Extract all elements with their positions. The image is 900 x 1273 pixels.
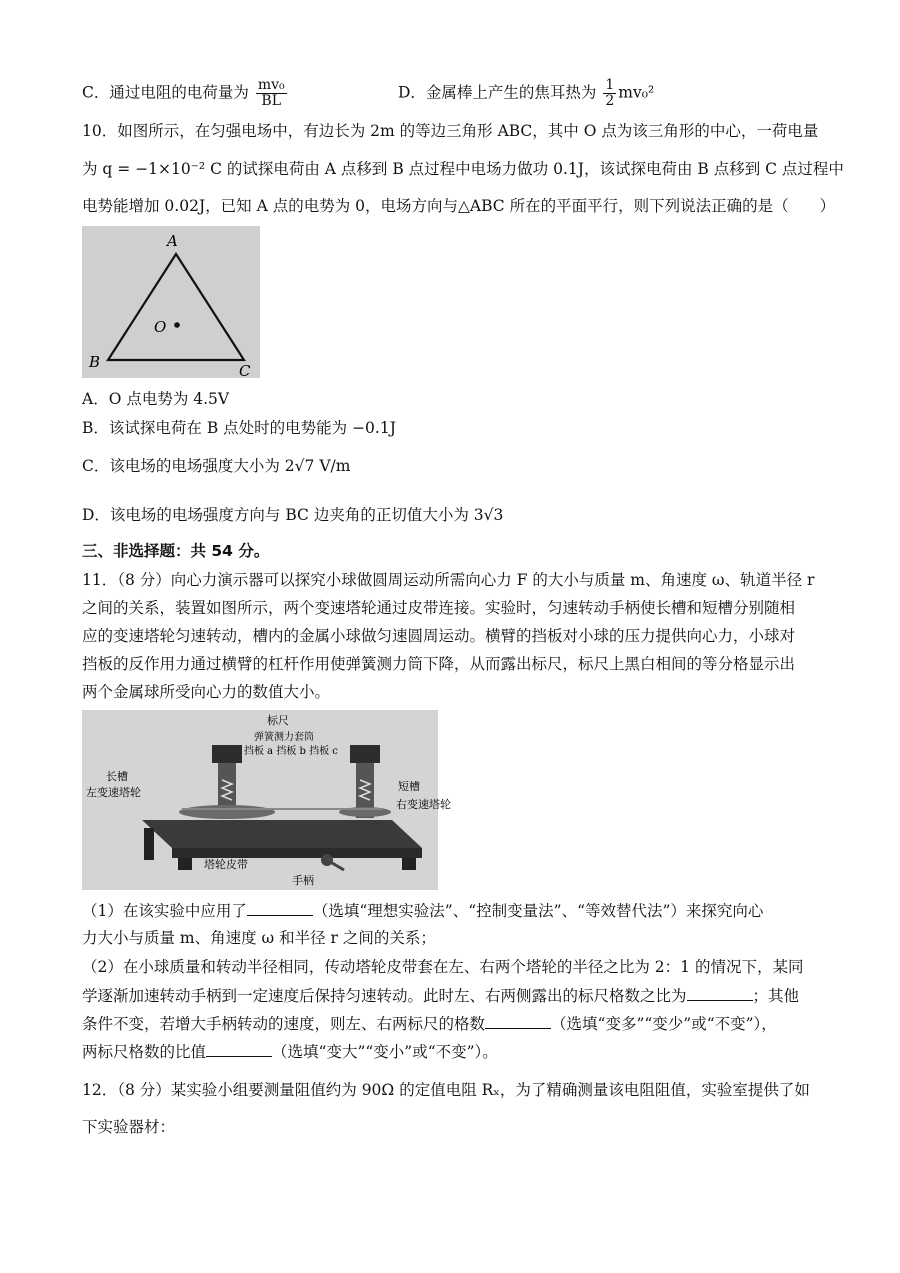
q9-option-d-fraction bbox=[603, 78, 616, 109]
label-left-wheel: 左变速塔轮 bbox=[86, 786, 141, 799]
triangle-abc-figure bbox=[82, 226, 260, 378]
fraction-denominator: BL bbox=[261, 93, 281, 109]
answer-blank[interactable] bbox=[485, 1014, 551, 1029]
q12-stem-line2: 下实验器材： bbox=[82, 1118, 176, 1136]
q10-stem-line1: 10．如图所示，在匀强电场中，有边长为 2m 的等边三角形 ABC，其中 O 点为该三角形的中心，一荷电量 bbox=[82, 122, 819, 140]
label-o: O bbox=[154, 318, 167, 336]
q12-stem-line1: 12．（8 分）某实验小组要测量阻值约为 90Ω 的定值电阻 Rₓ，为了精确测量该电阻阻值，实验室提供了如 bbox=[82, 1081, 810, 1099]
answer-blank[interactable] bbox=[687, 986, 753, 1001]
q11-stem-line3: 应的变速塔轮匀速转动，槽内的金属小球做匀速圆周运动。横臂的挡板对小球的压力提供向心力，小球对 bbox=[82, 627, 796, 645]
label-right-wheel: 右变速塔轮 bbox=[396, 798, 451, 811]
label-sleeve: 弹簧测力套筒 bbox=[254, 732, 314, 743]
q9-option-c-fraction bbox=[256, 78, 287, 109]
q11-stem-line2: 之间的关系，装置如图所示，两个变速塔轮通过皮带连接。实验时，匀速转动手柄使长槽和短槽分别随相 bbox=[82, 599, 796, 617]
fraction-numerator: 1 bbox=[605, 77, 615, 93]
q11-part2-line1: （2）在小球质量和转动半径相同，传动塔轮皮带套在左、右两个塔轮的半径之比为 2：1 的情况下，某同 bbox=[82, 958, 804, 976]
q11-stem-line4: 挡板的反作用力通过横臂的杠杆作用使弹簧测力筒下降，从而露出标尺，标尺上黑白相间的等分格显示出 bbox=[82, 655, 796, 673]
label-baffles: 挡板 a 挡板 b 挡板 c bbox=[244, 746, 338, 757]
centripetal-force-apparatus-figure bbox=[82, 710, 451, 890]
q10-stem-line3: 电势能增加 0.02J，已知 A 点的电势为 0，电场方向与△ABC 所在的平面平行，则下列说法正确的是（ ） bbox=[82, 197, 836, 215]
q10-option-a: A．O 点电势为 4.5V bbox=[82, 390, 230, 408]
fraction-denominator: 2 bbox=[605, 93, 615, 109]
q10-option-d: D．该电场的电场强度方向与 BC 边夹角的正切值大小为 3√3 bbox=[82, 506, 504, 524]
label-c: C bbox=[239, 362, 251, 380]
q9-option-d: D．金属棒上产生的焦耳热为 $\frac{1}{2}$ mv₀² bbox=[398, 77, 655, 109]
fraction-numerator: mv₀ bbox=[257, 77, 285, 93]
q10-option-b: B．该试探电荷在 B 点处时的电势能为 −0.1J bbox=[82, 419, 396, 437]
label-handle: 手柄 bbox=[292, 874, 314, 887]
label-belt: 塔轮皮带 bbox=[204, 858, 248, 871]
q9-option-c: C．通过电阻的电荷量为 $\frac{\text{mv₀}}{BL}$ bbox=[82, 77, 285, 109]
q11-part2-line4: 两标尺格数的比值 （选填“变大”“变小”或“不变”）。 bbox=[82, 1043, 498, 1061]
q11-part2-line2: 学逐渐加速转动手柄到一定速度后保持匀速转动。此时左、右两侧露出的标尺格数之比为 ；其他 bbox=[82, 987, 800, 1005]
q11-part2-line3: 条件不变，若增大手柄转动的速度，则左、右两标尺的格数 （选填“变多”“变少”或“不变”）， bbox=[82, 1015, 777, 1033]
label-a: A bbox=[167, 232, 178, 250]
q11-part1-line2: 力大小与质量 m、角速度 ω 和半径 r 之间的关系； bbox=[82, 929, 436, 947]
answer-blank[interactable] bbox=[247, 901, 313, 916]
label-ruler: 标尺 bbox=[267, 714, 289, 727]
label-short-slot: 短槽 bbox=[398, 780, 420, 793]
q11-stem-line5: 两个金属球所受向心力的数值大小。 bbox=[82, 683, 331, 701]
q11-stem-line1: 11．（8 分）向心力演示器可以探究小球做圆周运动所需向心力 F 的大小与质量 m、角速度 ω、轨道半径 r bbox=[82, 571, 815, 589]
q10-stem-line2: 为 q = −1×10⁻² C 的试探电荷由 A 点移到 B 点过程中电场力做功 0.1J，该试探电荷由 B 点移到 C 点过程中 bbox=[82, 160, 844, 178]
q11-part1-line1: （1）在该实验中应用了 （选填“理想实验法”、“控制变量法”、“等效替代法”）来探究向心 bbox=[82, 902, 764, 920]
label-long-slot: 长槽 bbox=[106, 770, 128, 783]
section-title: 三、非选择题：共 54 分。 bbox=[82, 542, 270, 560]
q10-option-c: C．该电场的电场强度大小为 2√7 V/m bbox=[82, 457, 351, 475]
answer-blank[interactable] bbox=[206, 1042, 272, 1057]
label-b: B bbox=[89, 353, 101, 371]
